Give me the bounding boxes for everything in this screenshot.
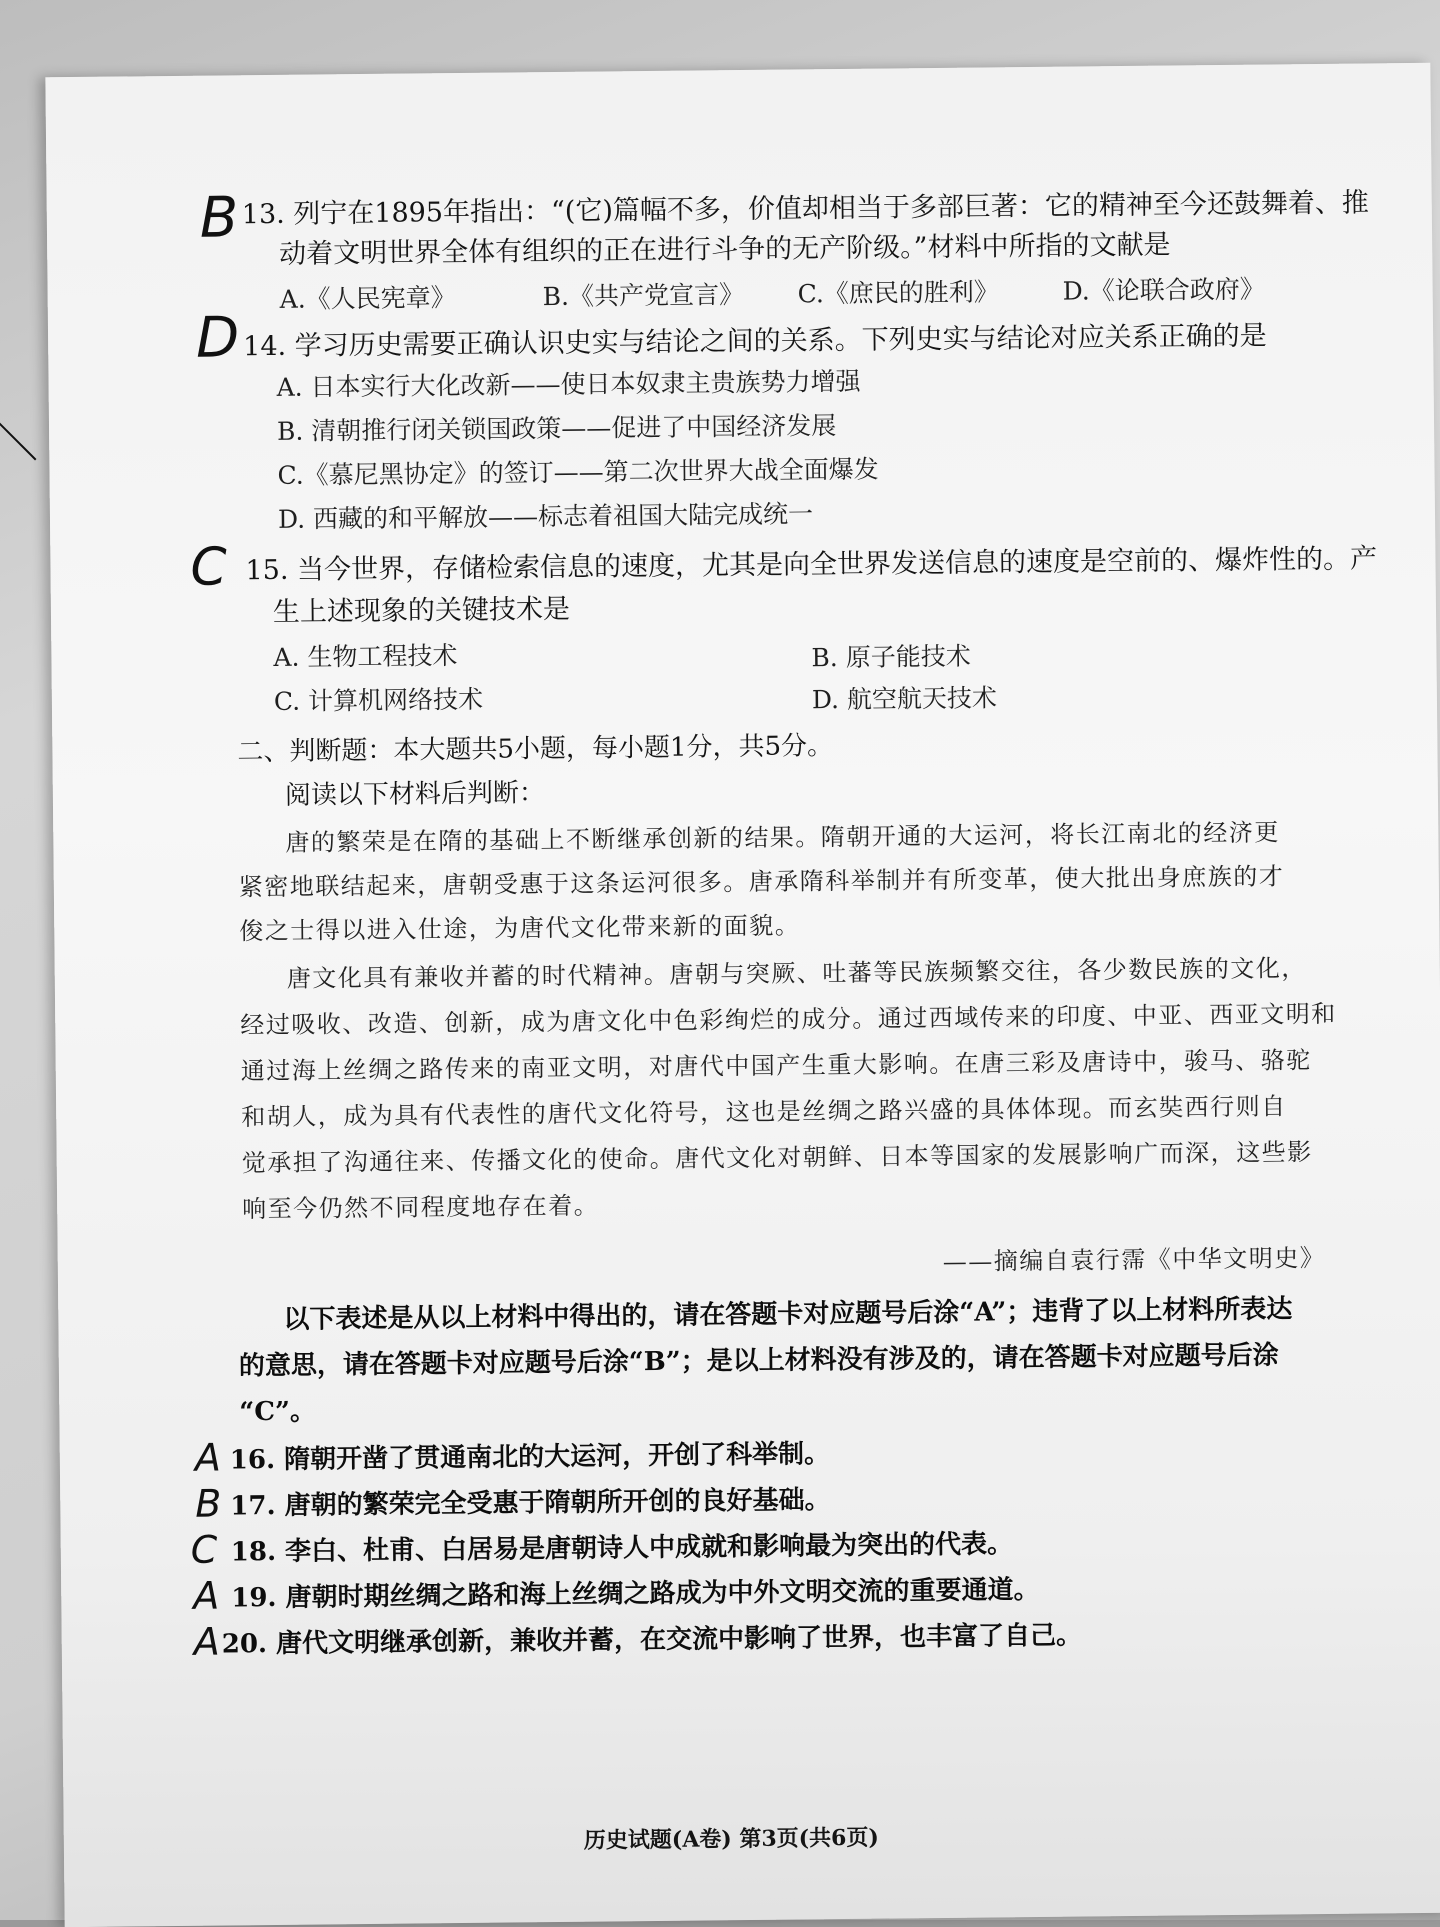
- q14-option-d: D. 西藏的和平解放——标志着祖国大陆完成统一: [277, 499, 814, 534]
- exam-page: [45, 63, 1440, 1927]
- material-line-6: 通过海上丝绸之路传来的南亚文明，对唐代中国产生重大影响。在唐三彩及唐诗中，骏马、骆驼: [240, 1046, 1312, 1086]
- section2-heading: 二、判断题：本大题共5小题，每小题1分，共5分。: [237, 731, 834, 768]
- q13-option-a: A.《人民宪章》: [279, 283, 456, 314]
- material-line-7: 和胡人，成为具有代表性的唐代文化符号，这也是丝绸之路兴盛的具体体现。而玄奘西行则自: [241, 1092, 1287, 1132]
- answer-mark-19: A: [193, 1573, 220, 1618]
- judgement-item-17: 17. 唐朝的繁荣完全受惠于隋朝所开创的良好基础。: [230, 1485, 831, 1522]
- q13-option-d: D.《论联合政府》: [1062, 274, 1265, 306]
- answer-mark-18: C: [190, 1527, 218, 1572]
- answer-mark-14: D: [195, 305, 240, 371]
- q15-option-b: B. 原子能技术: [811, 641, 971, 673]
- answer-mark-20: A: [193, 1619, 220, 1664]
- q14-option-b: B. 清朝推行闭关锁国政策——促进了中国经济发展: [276, 411, 837, 446]
- q15-option-c: C. 计算机网络技术: [273, 684, 484, 716]
- material-line-2: 紧密地联结起来，唐朝受惠于这条运河很多。唐承隋科举制并有所变革，使大批出身庶族的才: [238, 862, 1285, 902]
- material-line-1: 唐的繁荣是在隋的基础上不断继承创新的结果。隋朝开通的大运河，将长江南北的经济更: [285, 818, 1280, 857]
- instruction-line-2: 的意思，请在答题卡对应题号后涂“B”；是以上材料没有涉及的，请在答题卡对应题号后涂: [238, 1340, 1279, 1382]
- q13-option-c: C.《庶民的胜利》: [797, 277, 999, 309]
- answer-mark-15: C: [190, 537, 228, 598]
- material-line-9: 响至今仍然不同程度地存在着。: [242, 1191, 600, 1224]
- answer-mark-13: B: [199, 185, 239, 251]
- q13-stem-line2: 动着文明世界全体有组织的正在进行斗争的无产阶级。”材料中所指的文献是: [279, 229, 1171, 270]
- instruction-line-1: 以下表述是从以上材料中得出的，请在答题卡对应题号后涂“A”；违背了以上材料所表达: [283, 1294, 1293, 1335]
- q14-stem: 14. 学习历史需要正确认识史实与结论之间的关系。下列史实与结论对应关系正确的是: [243, 320, 1267, 363]
- material-line-5: 经过吸收、改造、创新，成为唐文化中色彩绚烂的成分。通过西域传来的印度、中亚、西亚文明和: [240, 999, 1337, 1040]
- q15-option-a: A. 生物工程技术: [273, 641, 458, 672]
- answer-mark-16: A: [194, 1435, 222, 1480]
- material-line-4: 唐文化具有兼收并蓄的时代精神。唐朝与突厥、吐蕃等民族频繁交往，各少数民族的文化，: [286, 954, 1307, 993]
- q15-stem-line1: 15. 当今世界，存储检索信息的速度，尤其是向全世界发送信息的速度是空前的、爆炸性的。产: [245, 543, 1378, 587]
- answer-mark-17: B: [195, 1481, 222, 1526]
- q15-option-d: D. 航空航天技术: [811, 683, 998, 715]
- q14-option-c: C.《慕尼黑协定》的签订——第二次世界大战全面爆发: [277, 454, 879, 490]
- page-footer: 历史试题(A卷) 第3页(共6页): [583, 1824, 879, 1854]
- section2-intro: 阅读以下材料后判断：: [284, 778, 546, 811]
- instruction-line-3: “C”。: [239, 1396, 317, 1428]
- material-line-8: 觉承担了沟通往来、传播文化的使命。唐代文化对朝鲜、日本等国家的发展影响广而深，这些影: [241, 1138, 1313, 1178]
- judgement-item-18: 18. 李白、杜甫、白居易是唐朝诗人中成就和影响最为突出的代表。: [230, 1529, 1014, 1568]
- judgement-item-20: 20. 唐代文明继承创新，兼收并蓄，在交流中影响了世界，也丰富了自己。: [221, 1620, 1083, 1660]
- q13-option-b: B.《共产党宣言》: [542, 279, 745, 312]
- material-source: ——摘编自袁行霈《中华文明史》: [942, 1243, 1326, 1276]
- q14-option-a: A. 日本实行大化改新——使日本奴隶主贵族势力增强: [276, 366, 861, 402]
- material-line-3: 俊之士得以进入仕途，为唐代文化带来新的面貌。: [239, 911, 801, 946]
- q13-stem-line1: 13. 列宁在1895年指出：“(它)篇幅不多，价值却相当于多部巨著：它的精神至今还鼓舞着、推: [241, 187, 1370, 231]
- judgement-item-16: 16. 隋朝开凿了贯通南北的大运河，开创了科举制。: [229, 1439, 831, 1476]
- judgement-item-19: 19. 唐朝时期丝绸之路和海上丝绸之路成为中外文明交流的重要通道。: [231, 1574, 1040, 1614]
- q15-stem-line2: 生上述现象的关键技术是: [272, 593, 571, 628]
